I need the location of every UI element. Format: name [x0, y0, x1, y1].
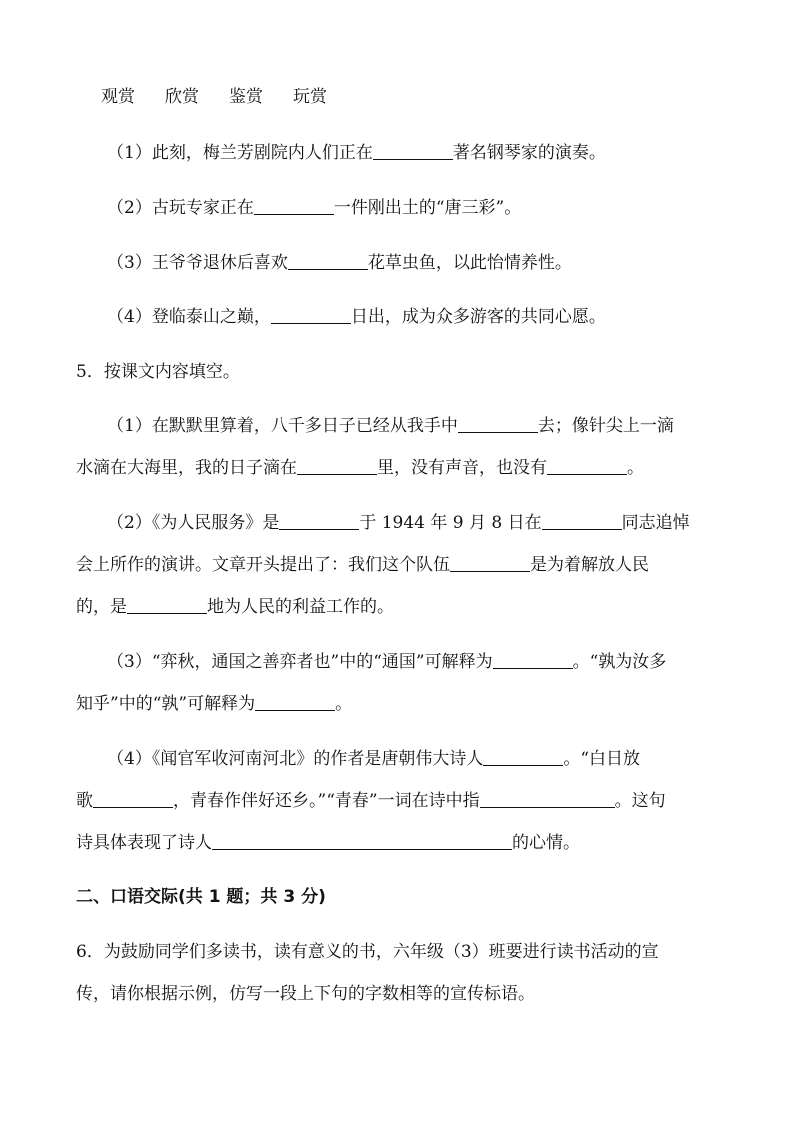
q5-part2-line3: 的，是 地为人民的利益工作的。	[76, 597, 394, 617]
answer-blank[interactable]	[450, 554, 530, 572]
answer-blank[interactable]	[279, 512, 359, 530]
q5-part2-line2: 会上所作的演讲。文章开头提出了：我们这个队伍 是为着解放人民	[76, 555, 649, 575]
answer-blank[interactable]	[271, 306, 351, 324]
word-option-1: 观赏	[101, 87, 135, 107]
word-bank	[101, 86, 327, 108]
word-option-4: 玩赏	[293, 87, 327, 107]
q5-part3-line1: （3）“弈秋，通国之善弈者也”中的“通国”可解释为 。“孰为汝多	[107, 652, 667, 672]
answer-blank[interactable]	[288, 252, 368, 270]
q5-part4-line3: 诗具体表现了诗人 的心情。	[76, 833, 580, 853]
q5-part2-line1: （2）《为人民服务》是 于 1944 年 9 月 8 日在 同志追悼	[107, 513, 690, 533]
question-6-line2: 传，请你根据示例，仿写一段上下句的字数相等的宣传标语。	[76, 984, 535, 1004]
answer-blank[interactable]	[480, 790, 615, 808]
answer-blank[interactable]	[547, 457, 627, 475]
word-option-3: 鉴赏	[229, 87, 263, 107]
answer-blank[interactable]	[483, 748, 563, 766]
answer-blank[interactable]	[254, 197, 334, 215]
answer-blank[interactable]	[542, 512, 622, 530]
q5-part4-line2: 歌 ，青春作伴好还乡。”“青春”一词在诗中指 。这句	[76, 791, 666, 811]
question-5-title: 5．按课文内容填空。	[76, 362, 240, 382]
q4-sentence-3: （3）王爷爷退休后喜欢 花草虫鱼，以此怡情养性。	[107, 253, 572, 273]
q4-sentence-4: （4）登临泰山之巅， 日出，成为众多游客的共同心愿。	[107, 307, 606, 327]
answer-blank[interactable]	[297, 457, 377, 475]
q4-sentence-2: （2）古玩专家正在 一件刚出土的“唐三彩”。	[107, 198, 522, 218]
answer-blank[interactable]	[93, 790, 173, 808]
answer-blank[interactable]	[458, 415, 538, 433]
q5-part1-line1: （1）在默默里算着，八千多日子已经从我手中 去；像针尖上一滴	[107, 416, 674, 436]
q4-sentence-1: （1）此刻，梅兰芳剧院内人们正在 著名钢琴家的演奏。	[107, 143, 606, 163]
q5-part1-line2: 水滴在大海里，我的日子滴在 里，没有声音，也没有 。	[76, 458, 644, 478]
answer-blank[interactable]	[255, 693, 335, 711]
word-option-2: 欣赏	[165, 87, 199, 107]
answer-blank[interactable]	[127, 596, 207, 614]
answer-blank[interactable]	[493, 651, 573, 669]
question-6-line1: 6．为鼓励同学们多读书，读有意义的书，六年级（3）班要进行读书活动的宣	[76, 942, 659, 962]
section-2-heading: 二、口语交际(共 1 题；共 3 分)	[76, 887, 326, 907]
q5-part3-line2: 知乎”中的“孰”可解释为 。	[76, 694, 353, 714]
answer-blank[interactable]	[212, 832, 512, 850]
answer-blank[interactable]	[373, 142, 453, 160]
q5-part4-line1: （4）《闻官军收河南河北》的作者是唐朝伟大诗人 。“白日放	[107, 749, 641, 769]
